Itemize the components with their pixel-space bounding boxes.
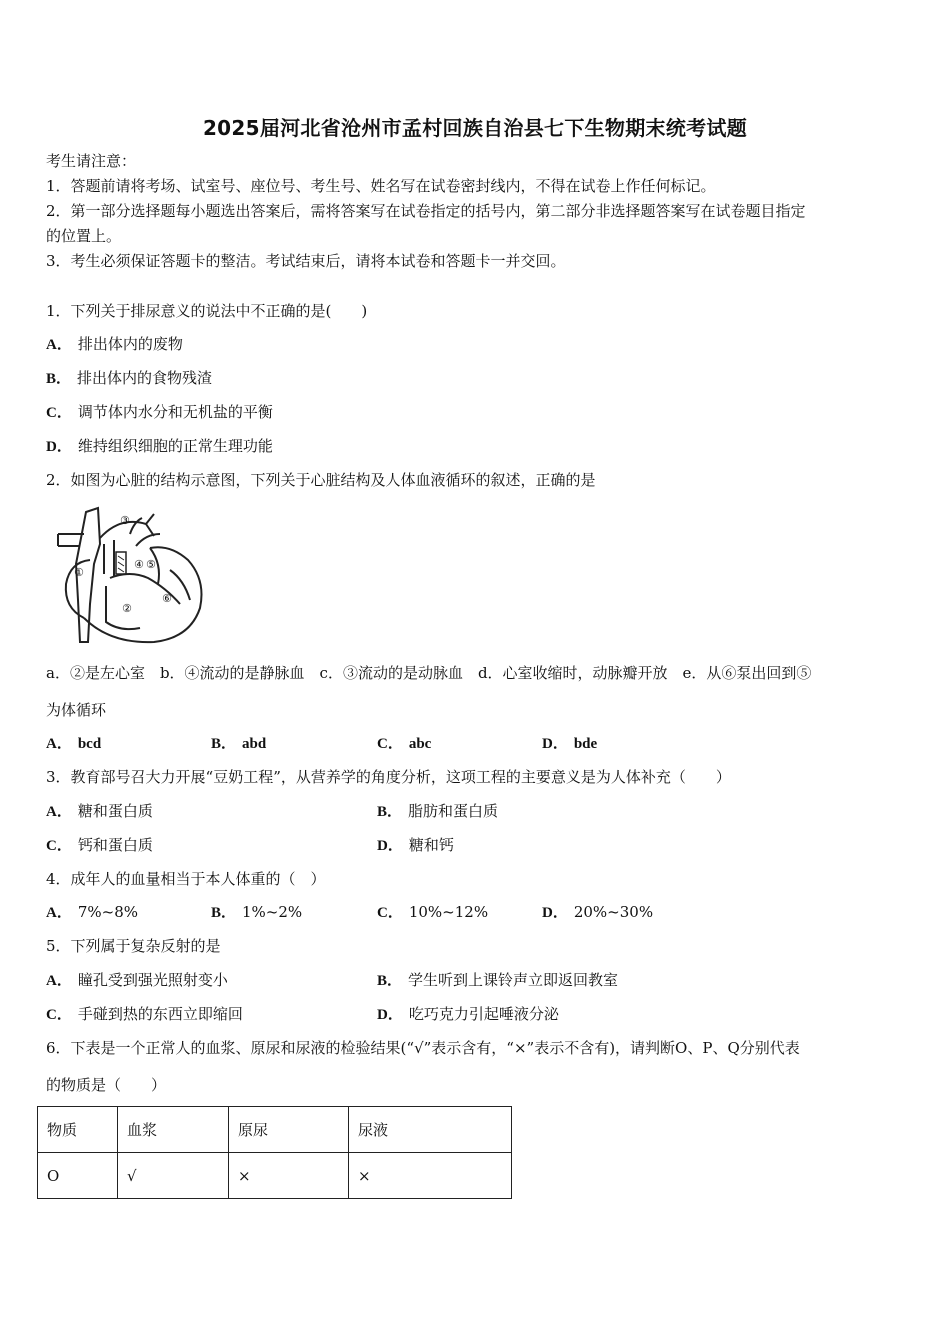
option-text: 钙和蛋白质 <box>77 836 153 854</box>
option-text: 1%~2% <box>242 903 303 921</box>
q1-option-c <box>46 402 273 423</box>
option-text: 瞳孔受到强光照射变小 <box>77 971 228 989</box>
page-title: 2025届河北省沧州市孟村回族自治县七下生物期末统考试题 <box>202 116 748 140</box>
option-label: B． <box>211 905 237 921</box>
option-text: abc <box>408 736 432 752</box>
heart-number-6: ⑥ <box>162 592 172 605</box>
q3-option-c <box>46 835 153 856</box>
option-label: D． <box>542 905 568 921</box>
heart-number-3: ③ <box>120 514 130 527</box>
q2-option-d <box>542 733 603 754</box>
option-label: A． <box>46 804 72 820</box>
q5-option-d <box>377 1004 559 1025</box>
option-text: 调节体内水分和无机盐的平衡 <box>77 403 273 421</box>
option-label: B． <box>46 371 72 387</box>
question-4-stem: 4．成年人的血量相当于本人体重的（ ） <box>46 870 326 888</box>
option-label: B． <box>211 736 237 752</box>
q2-statements-continued: 为体循环 <box>46 701 107 719</box>
option-text: 排出体内的食物残渣 <box>77 369 213 387</box>
q1-option-a <box>46 334 183 355</box>
q4-option-d <box>542 902 653 923</box>
table-header-cell: 原尿 <box>229 1107 349 1153</box>
question-6-stem-continued: 的物质是（ ） <box>46 1076 167 1094</box>
table-header-cell: 物质 <box>38 1107 118 1153</box>
q2-option-a <box>46 733 107 754</box>
question-1-stem: 1．下列关于排尿意义的说法中不正确的是( ) <box>46 302 368 320</box>
option-label: A． <box>46 736 72 752</box>
q4-option-c <box>377 902 488 923</box>
heart-number-4: ④ <box>134 558 144 571</box>
q4-option-b <box>211 902 302 923</box>
q5-option-c <box>46 1004 243 1025</box>
option-text: 学生听到上课铃声立即返回教室 <box>408 971 619 989</box>
q3-option-b <box>377 801 498 822</box>
option-text: 糖和蛋白质 <box>77 802 153 820</box>
q3-option-a <box>46 801 153 822</box>
question-2-stem: 2．如图为心脏的结构示意图，下列关于心脏结构及人体血液循环的叙述，正确的是 <box>46 471 596 489</box>
option-label: A． <box>46 905 72 921</box>
notice-item: 2．第一部分选择题每小题选出答案后，需将答案写在试卷指定的括号内，第二部分非选择题答案写在试卷题目指定 <box>46 202 806 220</box>
test-results-table <box>37 1106 512 1199</box>
heart-diagram <box>50 504 218 646</box>
option-text: 维持组织细胞的正常生理功能 <box>77 437 273 455</box>
question-5-stem: 5．下列属于复杂反射的是 <box>46 937 221 955</box>
heart-number-2: ② <box>122 602 132 615</box>
option-label: D． <box>46 439 72 455</box>
option-label: A． <box>46 973 72 989</box>
q2-option-b <box>211 733 272 754</box>
option-text: 手碰到热的东西立即缩回 <box>77 1005 243 1023</box>
option-label: C． <box>46 405 72 421</box>
option-label: B． <box>377 973 403 989</box>
option-label: D． <box>542 736 568 752</box>
option-text: 10%~12% <box>408 903 489 921</box>
q5-option-a <box>46 970 228 991</box>
notice-item: 的位置上。 <box>46 227 122 245</box>
table-header-cell: 血浆 <box>118 1107 229 1153</box>
table-cell: × <box>229 1153 349 1199</box>
option-text: abd <box>242 736 267 752</box>
option-label: A． <box>46 337 72 353</box>
option-text: 20%~30% <box>573 903 654 921</box>
q3-option-d <box>377 835 454 856</box>
table-cell: √ <box>118 1153 229 1199</box>
option-text: bde <box>573 736 598 752</box>
q4-option-a <box>46 902 138 923</box>
question-6-stem: 6．下表是一个正常人的血浆、原尿和尿液的检验结果(“√”表示含有，“×”表示不含有)，请判断O、P、Q分别代表 <box>46 1039 800 1057</box>
notice-heading: 考生请注意： <box>46 152 137 170</box>
option-label: B． <box>377 804 403 820</box>
option-label: C． <box>377 736 403 752</box>
table-header-cell: 尿液 <box>349 1107 512 1153</box>
option-text: 糖和钙 <box>408 836 454 854</box>
table-cell: O <box>38 1153 118 1199</box>
option-text: 脂肪和蛋白质 <box>408 802 499 820</box>
q1-option-d <box>46 436 273 457</box>
q5-option-b <box>377 970 618 991</box>
heart-number-1: ① <box>74 566 84 579</box>
option-label: D． <box>377 838 403 854</box>
option-label: C． <box>377 905 403 921</box>
q2-option-c <box>377 733 437 754</box>
heart-number-5: ⑤ <box>146 558 156 571</box>
q1-option-b <box>46 368 212 389</box>
option-text: 7%~8% <box>77 903 139 921</box>
table-header-row <box>38 1107 512 1153</box>
option-text: 排出体内的废物 <box>77 335 183 353</box>
notice-item: 1．答题前请将考场、试室号、座位号、考生号、姓名写在试卷密封线内，不得在试卷上作任何标记。 <box>46 177 716 195</box>
option-label: C． <box>46 838 72 854</box>
option-text: bcd <box>77 736 102 752</box>
option-label: D． <box>377 1007 403 1023</box>
table-cell: × <box>349 1153 512 1199</box>
option-text: 吃巧克力引起唾液分泌 <box>408 1005 559 1023</box>
option-label: C． <box>46 1007 72 1023</box>
q2-statements: a．②是左心室 b．④流动的是静脉血 c．③流动的是动脉血 d．心室收缩时，动脉瓣开放 e．从⑥泵出回到⑤ <box>46 664 812 682</box>
question-3-stem: 3．教育部号召大力开展“豆奶工程”，从营养学的角度分析，这项工程的主要意义是为人体补充（ ） <box>46 768 731 786</box>
table-row <box>38 1153 512 1199</box>
notice-item: 3．考生必须保证答题卡的整洁。考试结束后，请将本试卷和答题卡一并交回。 <box>46 252 566 270</box>
